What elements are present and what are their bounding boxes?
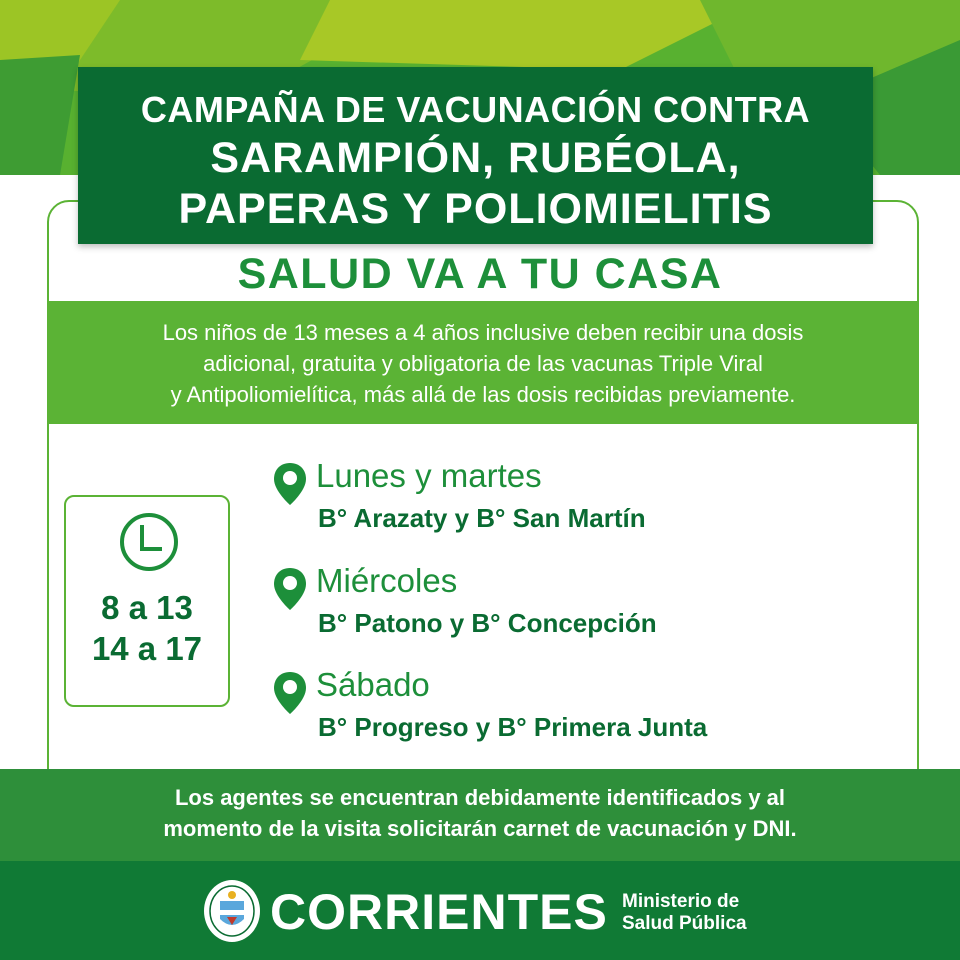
schedule-day: Miércoles <box>316 562 458 599</box>
schedule-places: B° Arazaty y B° San Martín <box>318 503 646 533</box>
location-pin-icon <box>272 566 308 612</box>
province-seal-icon <box>203 879 261 943</box>
ministry-line1: Ministerio de <box>622 891 740 912</box>
info-line: Los niños de 13 meses a 4 años inclusive deben recibir una dosis <box>162 320 804 345</box>
brand-name: CORRIENTES <box>270 884 608 940</box>
header-title-line1: CAMPAÑA DE VACUNACIÓN CONTRA <box>140 89 811 130</box>
clock-icon <box>118 511 180 573</box>
eligibility-info <box>47 301 919 424</box>
slogan: SALUD VA A TU CASA <box>237 250 723 298</box>
hours-box <box>64 495 230 707</box>
campaign-header <box>78 67 873 244</box>
notice-line: momento de la visita solicitarán carnet de vacunación y DNI. <box>163 816 797 841</box>
info-line: y Antipoliomielítica, más allá de las dosis recibidas previamente. <box>170 382 796 407</box>
header-title-line3: PAPERAS Y POLIOMIELITIS <box>178 185 773 233</box>
schedule-places: B° Progreso y B° Primera Junta <box>318 712 708 742</box>
schedule-day: Lunes y martes <box>316 457 542 494</box>
ministry-name <box>622 891 747 935</box>
schedule-places: B° Patono y B° Concepción <box>318 608 657 638</box>
agents-notice <box>0 769 960 861</box>
ministry-line2: Salud Pública <box>622 913 747 934</box>
hours-morning: 8 a 13 <box>101 589 193 626</box>
hours-afternoon: 14 a 17 <box>91 630 203 667</box>
notice-line: Los agentes se encuentran debidamente identificados y al <box>174 785 786 810</box>
location-pin-icon <box>272 670 308 716</box>
footer <box>0 861 960 960</box>
info-line: adicional, gratuita y obligatoria de las vacunas Triple Viral <box>203 351 763 376</box>
schedule-day: Sábado <box>316 666 430 703</box>
location-pin-icon <box>272 461 308 507</box>
header-title-line2: SARAMPIÓN, RUBÉOLA, <box>210 134 741 182</box>
